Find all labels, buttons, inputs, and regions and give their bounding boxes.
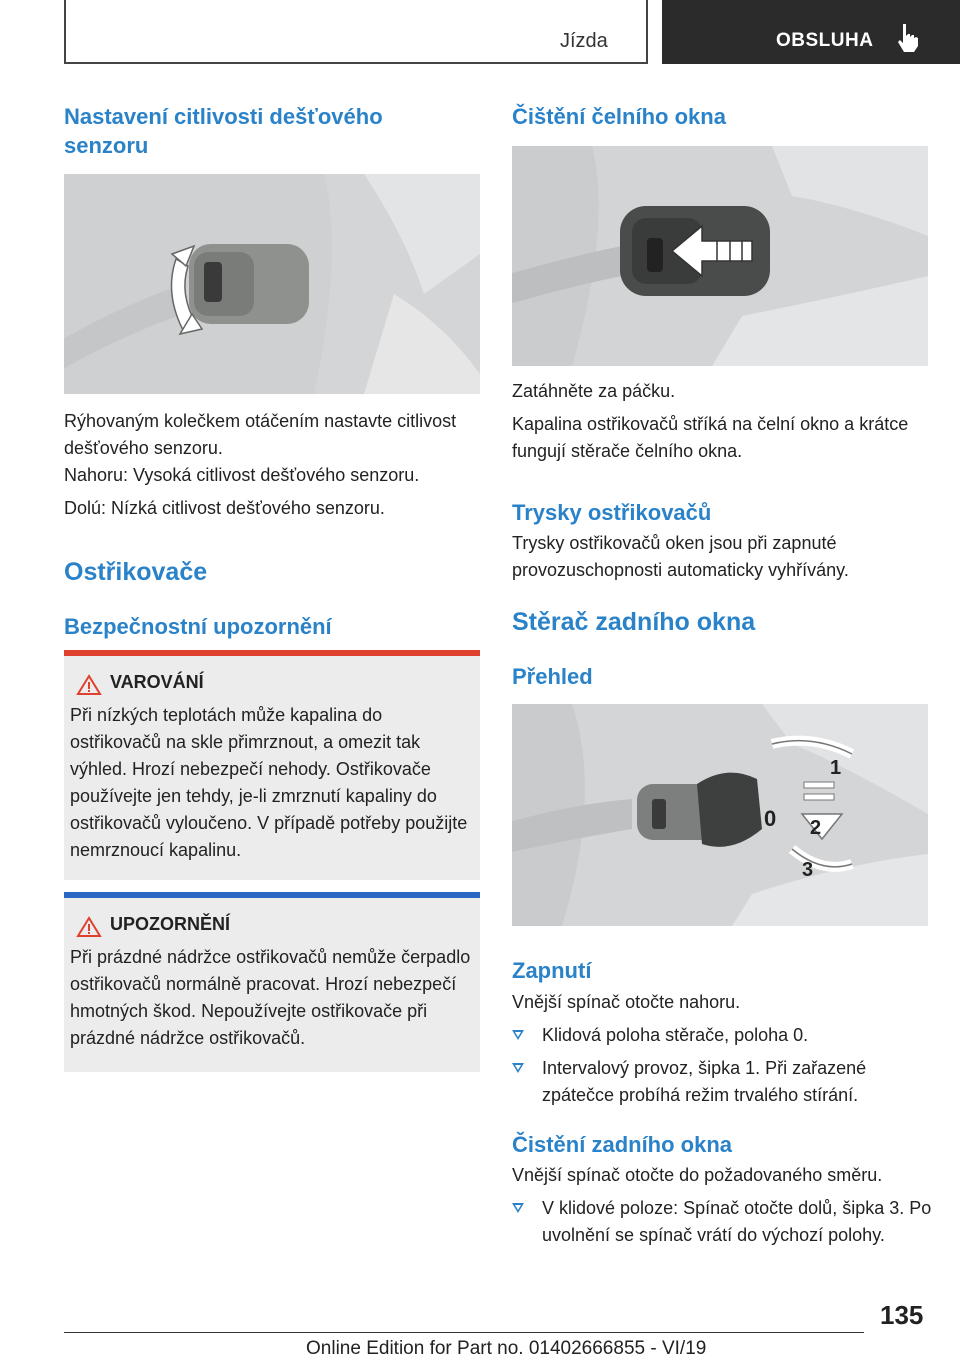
warning-bar [64, 650, 480, 656]
notice-bar [64, 892, 480, 898]
notice-box [64, 892, 480, 1072]
warning-triangle-icon [76, 674, 102, 696]
heading-clean-rear: Čistění zadního okna [512, 1132, 733, 1157]
list-item [512, 1195, 932, 1249]
list-triangle-icon [512, 1030, 524, 1040]
list-item-text: V klidové poloze: Spínač otočte dolů, šipka 3. Po uvolnění se spínač vrátí do výchozí polohy. [542, 1198, 932, 1245]
heading-nozzles: Trysky ostřikovačů [512, 500, 712, 525]
section-title: Jízda [560, 30, 608, 52]
washer-lever-image [512, 146, 928, 366]
list-triangle-icon [512, 1203, 524, 1213]
edition-footer: Online Edition for Part no. 01402666855 - VI/19 [306, 1338, 707, 1359]
overview-label-2: 2 [810, 817, 822, 839]
hand-pointer-icon [894, 22, 922, 54]
chapter-tab-label: OBSLUHA [776, 30, 874, 51]
page-number: 135 [880, 1300, 924, 1330]
heading-overview: Přehled [512, 664, 593, 689]
rain-sensor-wheel-image [64, 174, 480, 394]
heading-rain-sensor: Nastavení citlivosti dešťového senzoru [64, 104, 383, 158]
notice-text: Při prázdné nádržce ostřikovačů nemůže čerpadlo ostřikovačů normálně pracovat. Hrozí nebezpečí hmotných škod. Nepoužívejte ostřikovače při prázdné nádržce ostřikovačů. [70, 947, 471, 1048]
warning-text: Při nízkých teplotách může kapalina do ostřikovačů na skle přimrznout, a omezit tak výhled. Hrozí nebezpečí nehody. Ostřikovače používejte jen tehdy, je-li zmrznutí kapaliny do ostřikovačů vyloučeno. V případě potřeby použijte nemrznoucí kapalinu. [70, 705, 468, 860]
heading-switch-on: Zapnutí [512, 958, 592, 983]
list-triangle-icon [512, 1063, 524, 1073]
heading-washers: Ostřikovače [64, 558, 208, 586]
nozzles-text: Trysky ostřikovačů oken jsou při zapnuté provozuschopnosti automaticky vyhřívány. [512, 533, 849, 580]
list-item [512, 1055, 932, 1109]
pull-lever-text: Zatáhněte za páčku. [512, 381, 676, 401]
list-item-text: Intervalový provoz, šipka 1. Při zařazené zpátečce probíhá režim trvalého stírání. [542, 1058, 867, 1105]
rain-sensor-desc: Rýhovaným kolečkem otáčením nastavte citlivost dešťového senzoru. [64, 411, 457, 458]
heading-clean-windscreen: Čištění čelního okna [512, 104, 726, 129]
washer-fluid-text: Kapalina ostřikovačů stříká na čelní okno a krátce fungují stěrače čelního okna. [512, 414, 909, 461]
caution-triangle-icon [76, 916, 102, 938]
rain-sensor-up: Nahoru: Vysoká citlivost dešťového senzoru. [64, 465, 420, 485]
rear-wiper-switch-image [512, 704, 928, 926]
rain-sensor-down: Dolú: Nízká citlivost dešťového senzoru. [64, 498, 385, 518]
list-item-text: Klidová poloha stěrače, poloha 0. [542, 1025, 809, 1045]
list-item [512, 1022, 932, 1049]
overview-label-3: 3 [802, 859, 814, 881]
overview-label-1: 1 [830, 757, 842, 779]
warning-title: VAROVÁNÍ [110, 672, 204, 692]
warning-box [64, 650, 480, 880]
footer-divider [64, 1332, 864, 1333]
clean-rear-text: Vnější spínač otočte do požadovaného směru. [512, 1165, 883, 1185]
overview-label-0: 0 [764, 806, 777, 831]
heading-safety-notes: Bezpečnostní upozornění [64, 614, 332, 639]
switch-on-text: Vnější spínač otočte nahoru. [512, 992, 741, 1012]
notice-title: UPOZORNĚNÍ [110, 914, 231, 934]
heading-rear-wiper: Stěrač zadního okna [512, 608, 756, 636]
